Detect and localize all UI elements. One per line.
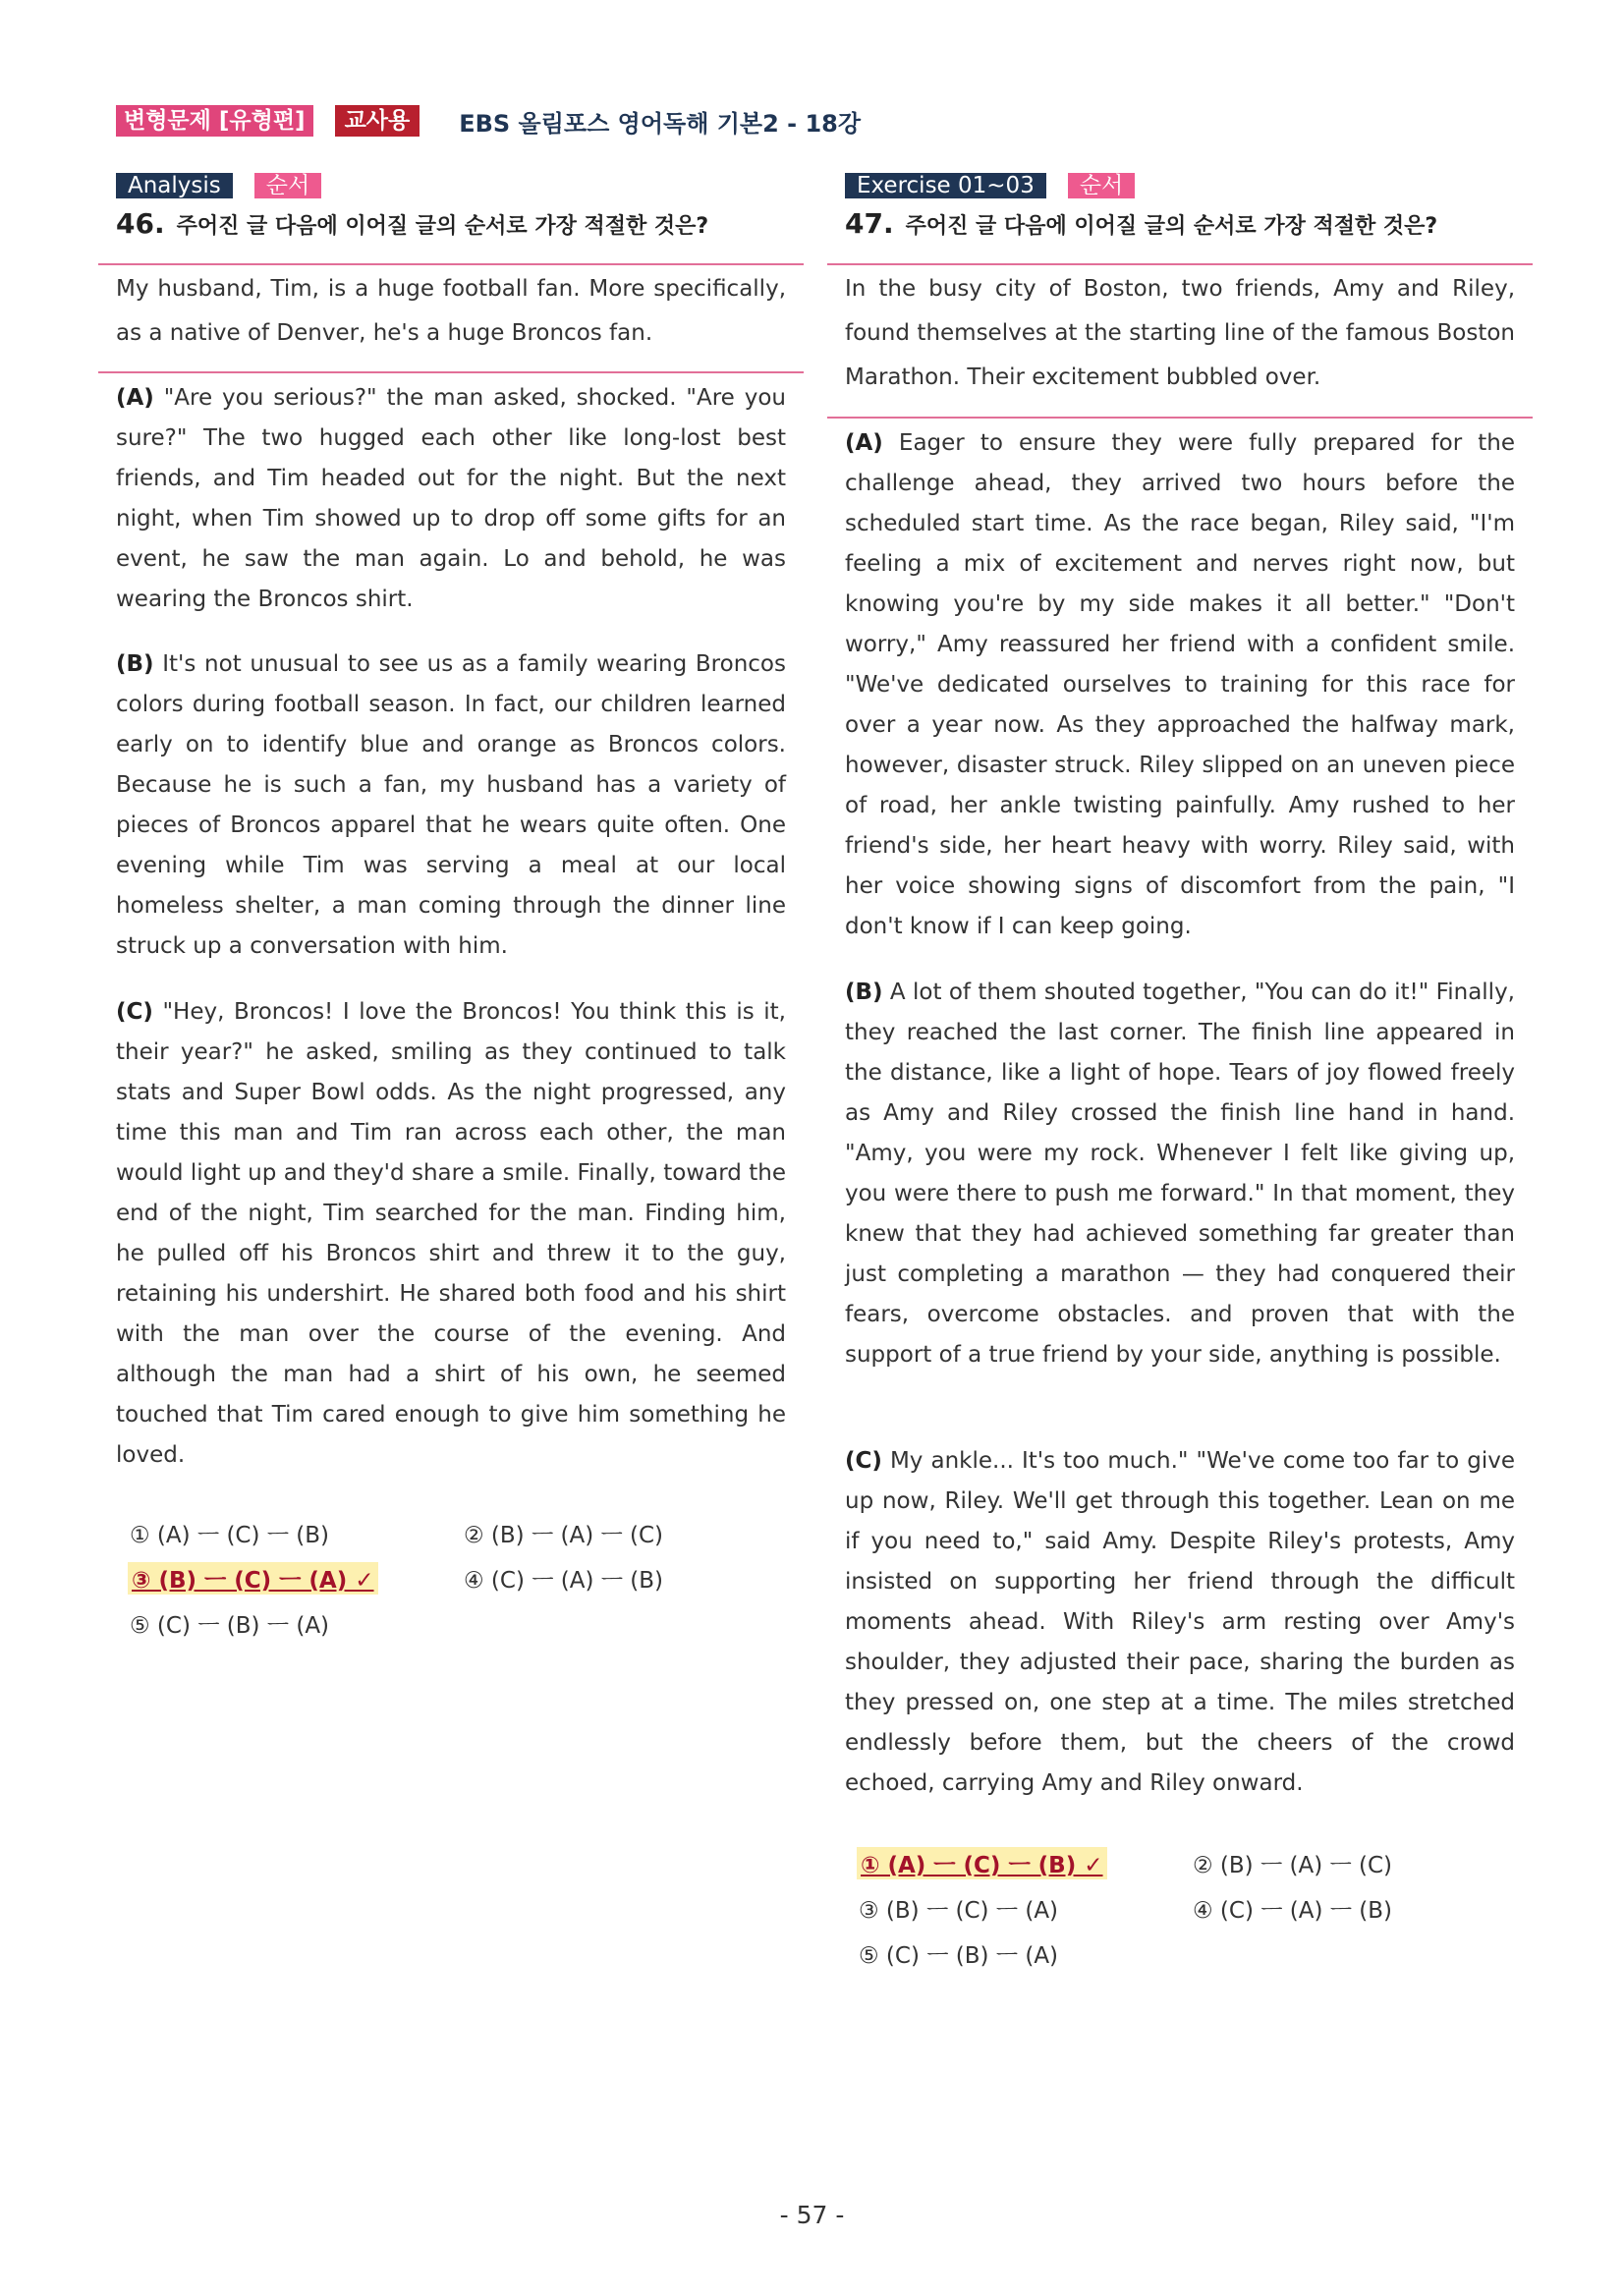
paragraph-text: A lot of them shouted together, "You can do it!" Finally, they reached the last corner. The finish line appeared in the distance, like a light of hope. Tears of joy flowed freely as Amy and Riley crossed the finish line hand in hand. "Amy, you were my rock. Whenever I felt like giving up, you were there to push me forward." In that moment, they knew that they had achieved something far greater than just completing a marathon — they had conquered their fears, overcome obstacles. and proven that with the support of a true friend by your side, anything is possible. xyxy=(845,980,1515,1368)
paragraph-b xyxy=(845,973,1515,1375)
teacher-tag: 교사용 xyxy=(335,105,420,137)
question-text: 주어진 글 다음에 이어질 글의 순서로 가장 적절한 것은? xyxy=(176,214,709,239)
paragraph-c xyxy=(116,992,786,1476)
order-type-tag: 순서 xyxy=(1068,173,1135,198)
question-47 xyxy=(845,207,1437,240)
paragraph-b xyxy=(116,644,786,967)
paragraph-text: It's not unusual to see us as a family wearing Broncos colors during football season. In fact, our children learned early on to identify blue and orange as Broncos colors. Because he is such a fan, my husband has a variety of pieces of Broncos apparel that he wears quite often. One evening while Tim was serving a meal at our local homeless shelter, a man coming through the dinner line struck up a conversation with him. xyxy=(116,651,786,959)
variant-tag: 변형문제 [유형편] xyxy=(116,105,313,137)
intro-box: In the busy city of Boston, two friends, Amy and Riley, found themselves at the starting line of the famous Boston Marathon. Their excitement bubbled over. xyxy=(827,263,1533,419)
exercise-label: Exercise 01~03 xyxy=(845,173,1046,198)
choice-4[interactable]: ④ (C) ㅡ (A) ㅡ (B) xyxy=(1193,1898,1393,1924)
document-title: EBS 올림포스 영어독해 기본2 - 18강 xyxy=(459,109,862,138)
paragraph-text: "Hey, Broncos! I love the Broncos! You think this is it, their year?" he asked, smiling as they continued to talk stats and Super Bowl odds. As the night progressed, any time this man and Tim ran across each other, the man would light up and they'd share a smile. Finally, toward the end of the night, Tim searched for the man. Finding him, he pulled off his Broncos shirt and threw it to the guy, retaining his undershirt. He shared both food and his shirt with the man over the course of the evening. And although the man had a shirt of his own, he seemed touched that Tim cared enough to give him something he loved. xyxy=(116,999,786,1468)
page-header xyxy=(116,104,861,138)
paragraph-c xyxy=(845,1441,1515,1804)
page-number: - 57 - xyxy=(779,2201,845,2229)
paragraph-mark: (B) xyxy=(845,980,883,1005)
paragraph-mark: (C) xyxy=(845,1448,882,1474)
paragraph-a xyxy=(116,378,786,620)
choice-1-correct[interactable]: ① (A) ㅡ (C) ㅡ (B) ✓ xyxy=(857,1847,1107,1879)
paragraph-mark: (B) xyxy=(116,651,154,677)
question-number: 47. xyxy=(845,207,894,240)
paragraph-text: My ankle... It's too much." "We've come too far to give up now, Riley. We'll get through this together. Lean on me if you need to," said Amy. Despite Riley's protests, Amy insisted on supporting her friend through the difficult moments ahead. With Riley's arm resting over Amy's shoulder, they adjusted their pace, sharing the burden as they pressed on, one step at a time. The miles stretched endlessly before them, but the cheers of the crowd echoed, carrying Amy and Riley onward. xyxy=(845,1448,1515,1796)
right-label-row xyxy=(845,172,1135,199)
choice-5[interactable]: ⑤ (C) ㅡ (B) ㅡ (A) xyxy=(859,1943,1059,1969)
choice-2[interactable]: ② (B) ㅡ (A) ㅡ (C) xyxy=(464,1523,664,1548)
choice-3-correct[interactable]: ③ (B) ㅡ (C) ㅡ (A) ✓ xyxy=(128,1562,378,1595)
question-number: 46. xyxy=(116,207,165,240)
choice-3[interactable]: ③ (B) ㅡ (C) ㅡ (A) xyxy=(859,1898,1059,1924)
paragraph-mark: (A) xyxy=(116,385,154,411)
left-label-row xyxy=(116,172,321,199)
choice-1[interactable]: ① (A) ㅡ (C) ㅡ (B) xyxy=(130,1523,330,1548)
question-text: 주어진 글 다음에 이어질 글의 순서로 가장 적절한 것은? xyxy=(905,214,1438,239)
order-type-tag: 순서 xyxy=(254,173,321,198)
paragraph-mark: (A) xyxy=(845,430,883,456)
paragraph-a xyxy=(845,423,1515,947)
choice-2[interactable]: ② (B) ㅡ (A) ㅡ (C) xyxy=(1193,1853,1393,1878)
choice-5[interactable]: ⑤ (C) ㅡ (B) ㅡ (A) xyxy=(130,1613,330,1639)
analysis-label: Analysis xyxy=(116,173,233,198)
intro-box: My husband, Tim, is a huge football fan. More specifically, as a native of Denver, he's a huge Broncos fan. xyxy=(98,263,804,373)
paragraph-mark: (C) xyxy=(116,999,153,1025)
choice-4[interactable]: ④ (C) ㅡ (A) ㅡ (B) xyxy=(464,1568,664,1594)
paragraph-text: "Are you serious?" the man asked, shocked. "Are you sure?" The two hugged each other like long-lost best friends, and Tim headed out for the night. But the next night, when Tim showed up to drop off some gifts for an event, he saw the man again. Lo and behold, he was wearing the Broncos shirt. xyxy=(116,385,786,612)
paragraph-text: Eager to ensure they were fully prepared for the challenge ahead, they arrived two hours before the scheduled start time. As the race began, Riley said, "I'm feeling a mix of excitement and nerves right now, but knowing you're by my side makes it all better." "Don't worry," Amy reassured her friend with a confident smile. "We've dedicated ourselves to training for this race for over a year now. As they approached the halfway mark, however, disaster struck. Riley slipped on an uneven piece of road, her ankle twisting painfully. Amy rushed to her friend's side, her heart heavy with worry. Riley said, with her voice showing signs of discomfort from the pain, "I don't know if I can keep going. xyxy=(845,430,1515,939)
question-46 xyxy=(116,207,708,240)
